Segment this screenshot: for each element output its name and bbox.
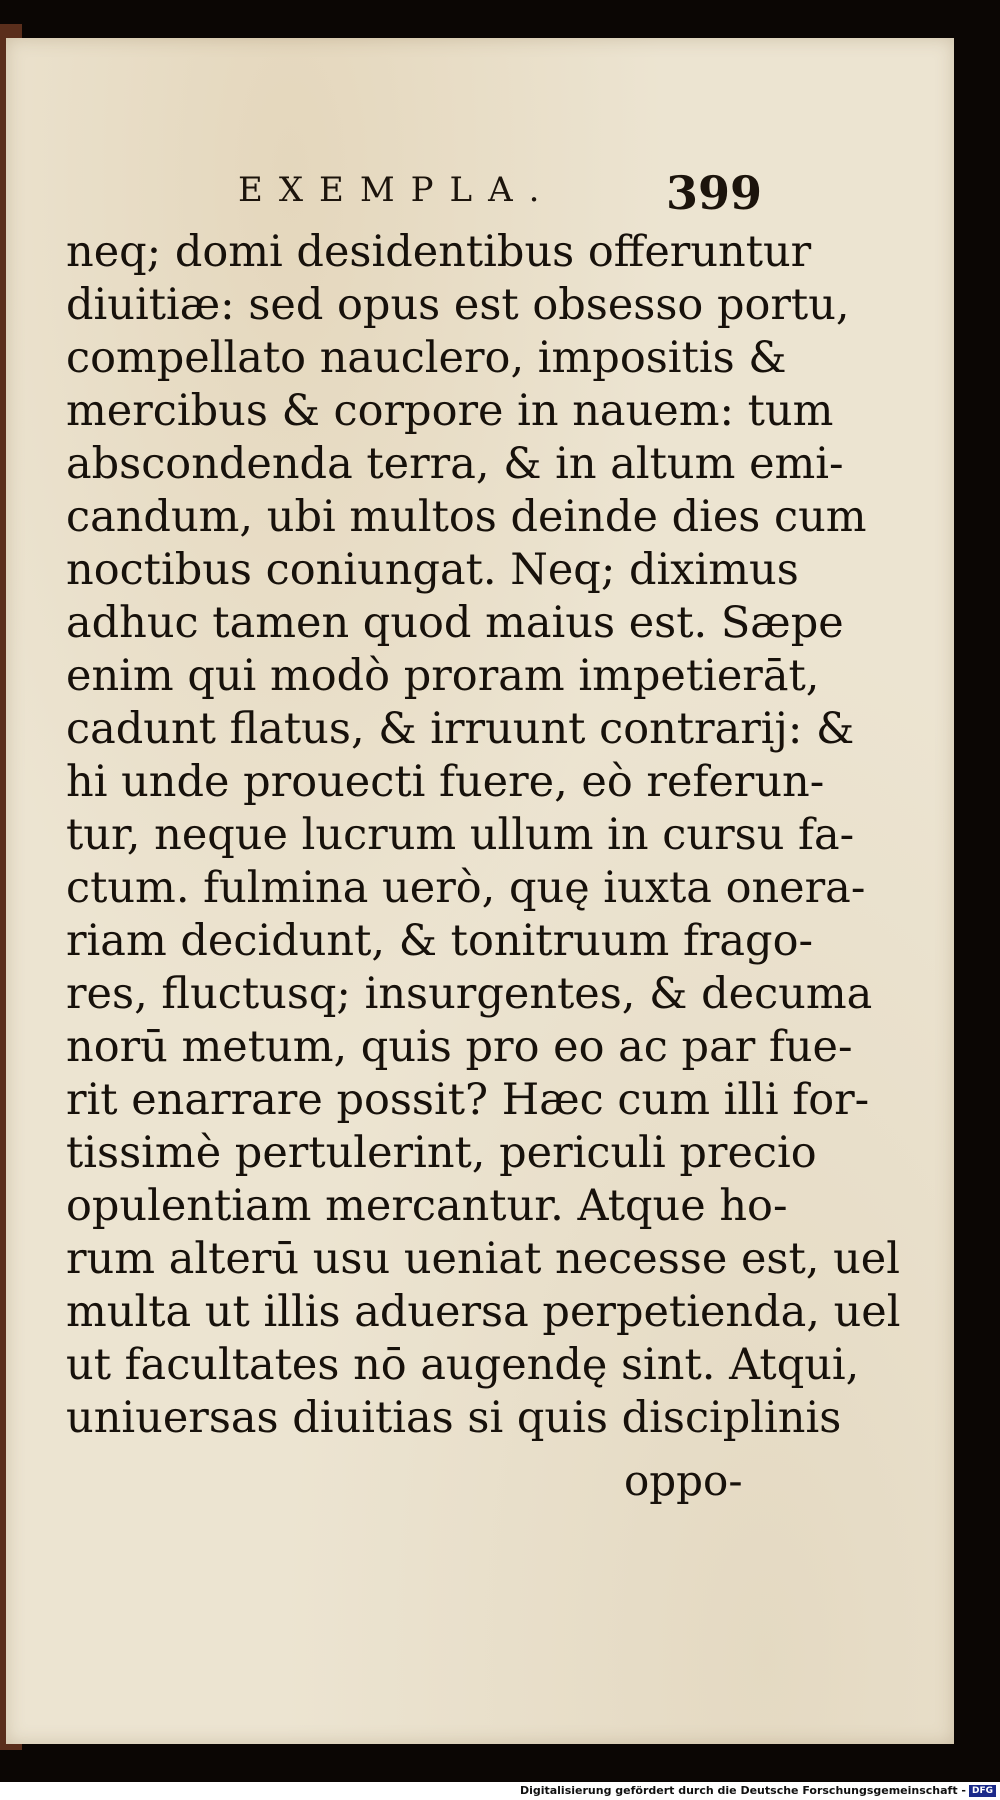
text-line: uniuersas diuitias si quis disciplinis [66, 1393, 842, 1443]
dfg-logo-icon: DFG [969, 1785, 996, 1797]
page-header [6, 166, 954, 220]
text-line: tur, neque lucrum ullum in cursu fa- [66, 810, 855, 860]
text-line: multa ut illis aduersa perpetienda, uel [66, 1287, 901, 1337]
text-line: abscondenda terra, & in altum emi- [66, 439, 844, 489]
text-line: noctibus coniungat. Neq; diximus [66, 545, 799, 595]
text-line: rum alterū usu ueniat necesse est, uel [66, 1234, 900, 1284]
text-line: hi unde prouecti fuere, eò referun- [66, 757, 825, 807]
page-number: 399 [666, 166, 763, 220]
text-line: cadunt flatus, & irruunt contrarij: & [66, 704, 855, 754]
text-line: tissimè pertulerint, periculi precio [66, 1128, 817, 1178]
text-line: neq; domi desidentibus offeruntur [66, 227, 812, 277]
body-text [66, 226, 901, 1445]
text-line: ut facultates nō augendę sint. Atqui, [66, 1340, 860, 1390]
running-title: EXEMPLA. [238, 170, 556, 210]
text-line: candum, ubi multos deinde dies cum [66, 492, 867, 542]
catchword: oppo- [624, 1456, 743, 1505]
text-line: res, fluctusq; insurgentes, & decuma [66, 969, 873, 1019]
text-line: compellato nauclero, impositis & [66, 333, 787, 383]
funding-credit: Digitalisierung gefördert durch die Deutsche Forschungsgemeinschaft - [519, 1784, 966, 1797]
text-line: riam decidunt, & tonitruum frago- [66, 916, 813, 966]
text-line: adhuc tamen quod maius est. Sæpe [66, 598, 844, 648]
text-line: diuitiæ: sed opus est obsesso portu, [66, 280, 850, 330]
text-line: norū metum, quis pro eo ac par fue- [66, 1022, 853, 1072]
digitization-footer [0, 1782, 1000, 1800]
text-line: rit enarrare possit? Hæc cum illi for- [66, 1075, 870, 1125]
text-line: opulentiam mercantur. Atque ho- [66, 1181, 788, 1231]
text-line: ctum. fulmina uerò, quę iuxta onera- [66, 863, 866, 913]
text-line: mercibus & corpore in nauem: tum [66, 386, 834, 436]
book-page [6, 38, 954, 1744]
text-line: enim qui modò proram impetierāt, [66, 651, 820, 701]
